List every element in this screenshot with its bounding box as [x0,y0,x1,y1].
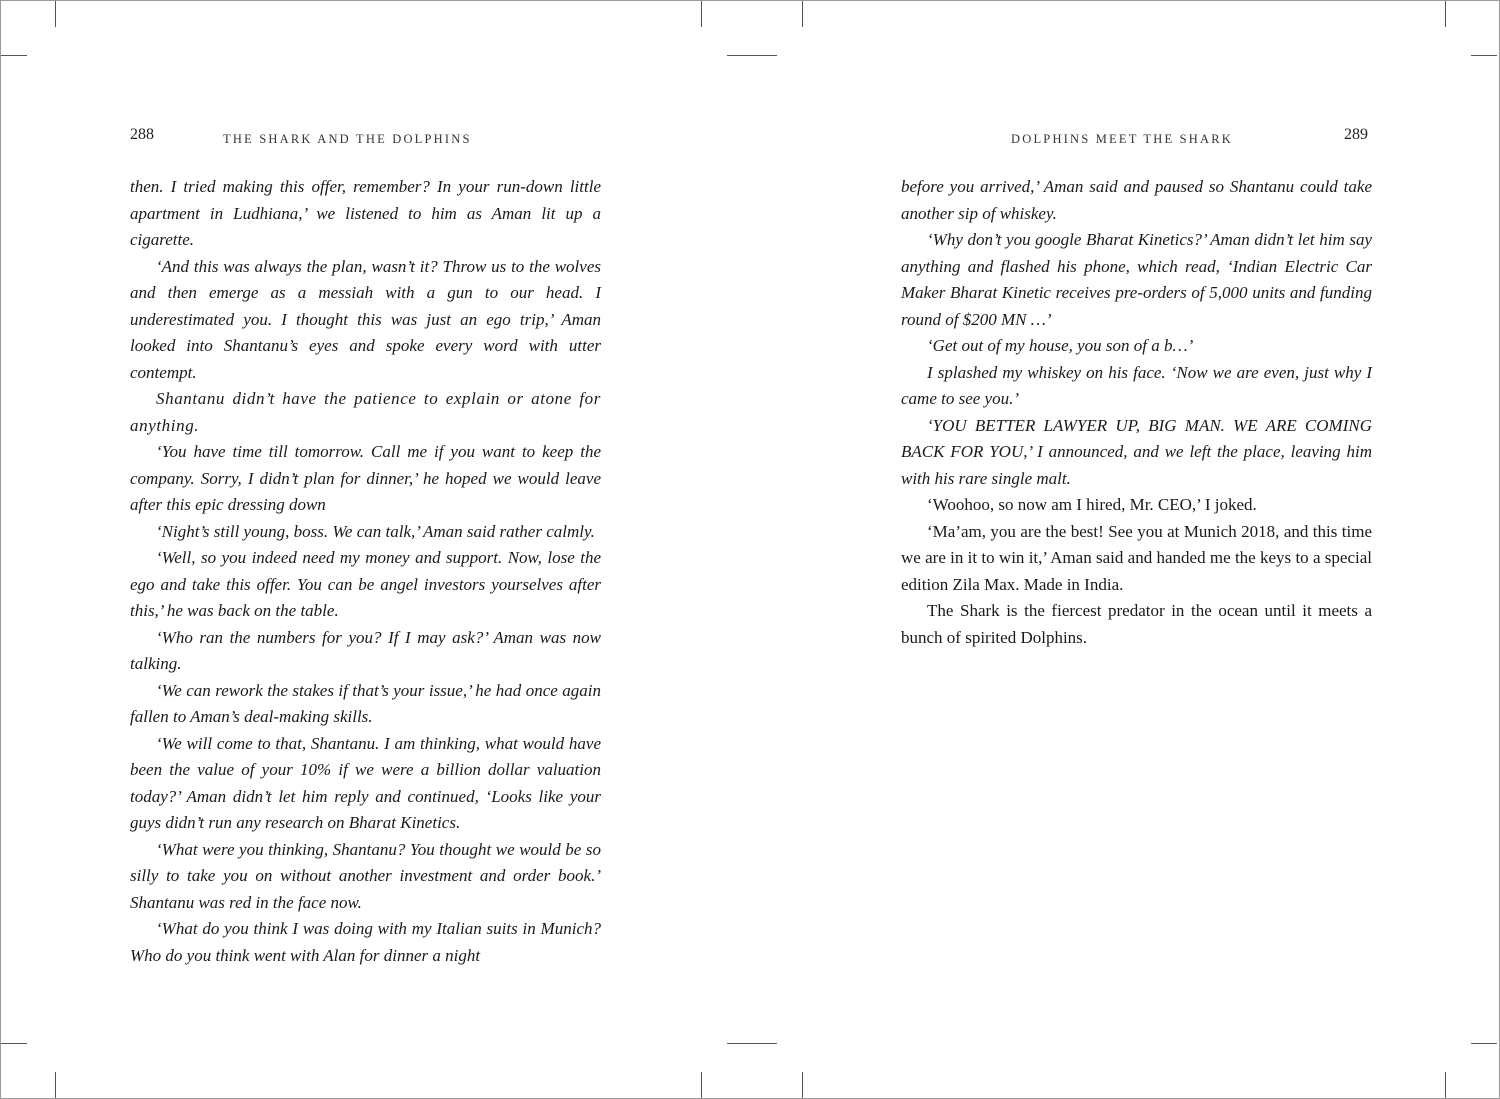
paragraph: ‘What were you thinking, Shantanu? You thought we would be so silly to take you on without another investment and order book.’ Shantanu was red in the face now. [130,839,601,912]
paragraph: ‘Who ran the numbers for you? If I may ask?’ Aman was now talking. [130,627,601,673]
crop-mark [1,1043,27,1044]
paragraph: I splashed my whiskey on his face. ‘Now we are even, just why I came to see you.’ [901,362,1372,408]
crop-mark [1,55,27,56]
crop-mark [1445,1072,1446,1098]
paragraph: then. I tried making this offer, remember? In your run-down little apartment in Ludhiana,’ we listened to him as Aman lit up a cigarette. [130,177,601,249]
paragraph: Shantanu didn’t have the patience to explain or atone for anything. [130,389,601,435]
crop-mark [55,1072,56,1098]
paragraph: ‘Night’s still young, boss. We can talk,’ Aman said rather calmly. [156,521,595,541]
crop-mark [802,1072,803,1098]
paragraph: ‘We will come to that, Shantanu. I am thinking, what would have been the value of your 10% if we were a billion dollar valuation today?’ Aman didn’t let him reply and continued, ‘Looks like your guys didn’t run any research on Bharat Kinetics. [130,733,601,832]
left-running-head: THE SHARK AND THE DOLPHINS [223,132,472,146]
paragraph: ‘We can rework the stakes if that’s your issue,’ he had once again fallen to Aman’s deal-making skills. [130,680,601,726]
right-page-number: 289 [1344,126,1368,143]
right-page-body [901,174,1372,651]
paragraph: ‘And this was always the plan, wasn’t it? Throw us to the wolves and then emerge as a messiah with a gun to our head. I underestimated you. I thought this was just an ego trip,’ Aman looked into Shantanu’s eyes and spoke every word with utter contempt. [130,256,601,382]
paragraph: ‘Ma’am, you are the best! See you at Munich 2018, and this time we are in it to win it,’ Aman said and handed me the keys to a special edition Zila Max. Made in India. [901,521,1372,594]
paragraph: ‘YOU BETTER LAWYER UP, BIG MAN. WE ARE COMING BACK FOR YOU,’ I announced, and we left the place, leaving him with his rare single malt. [901,415,1372,488]
crop-mark [1471,55,1497,56]
paragraph: ‘Woohoo, so now am I hired, Mr. CEO,’ I joked. [927,495,1257,514]
crop-mark [55,1,56,27]
crop-mark [802,1,803,27]
paragraph: ‘Well, so you indeed need my money and support. Now, lose the ego and take this offer. You can be angel investors yourselves after this,’ he was back on the table. [130,548,601,620]
paragraph: The Shark is the fiercest predator in the ocean until it meets a bunch of spirited Dolphins. [901,601,1372,647]
right-running-head: DOLPHINS MEET THE SHARK [1011,132,1234,146]
crop-mark [727,55,777,56]
paragraph: ‘What do you think I was doing with my Italian suits in Munich? Who do you think went with Alan for dinner a night [130,919,601,965]
left-page-number: 288 [130,126,154,143]
paragraph: ‘You have time till tomorrow. Call me if you want to keep the company. Sorry, I didn’t plan for dinner,’ he hoped we would leave after this epic dressing down [130,442,601,514]
left-page-body [130,174,601,969]
paragraph: ‘Why don’t you google Bharat Kinetics?’ Aman didn’t let him say anything and flashed his phone, which read, ‘Indian Electric Car Maker Bharat Kinetic receives pre-orders of 5,000 units and funding round of $200 MN …’ [901,230,1372,329]
crop-mark [727,1043,777,1044]
paragraph: before you arrived,’ Aman said and paused so Shantanu could take another sip of whiskey. [901,177,1372,223]
crop-mark [1471,1043,1497,1044]
crop-mark [701,1,702,27]
crop-mark [701,1072,702,1098]
paragraph: ‘Get out of my house, you son of a b…’ [927,336,1194,355]
crop-mark [1445,1,1446,27]
